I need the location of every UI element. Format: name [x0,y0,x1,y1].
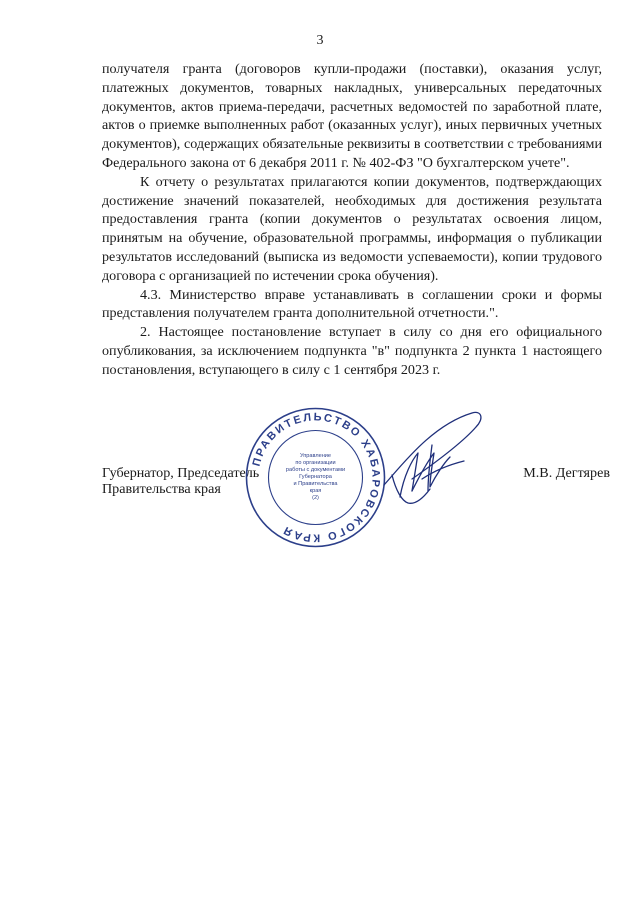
paragraph-4-3: 4.3. Министерство вправе устанавливать в соглашении сроки и формы представления получателем гранта дополнительной отчетности.". [102,286,602,322]
official-seal [243,405,388,550]
seal-inner-line: Управление [299,453,332,459]
seal-inner-line: работы с документами [285,467,346,473]
page-number: 3 [316,33,324,48]
seal-inner-line: и Правительства [293,481,338,487]
handwritten-signature [372,405,487,510]
document-body [102,60,602,380]
paragraph-2-effective-date: 2. Настоящее постановление вступает в силу со дня его официального опубликования, за исключением подпункта "в" подпункта 2 пункта 1 настоящего постановления, вступающего в силу с 1 сентября 2023 г. [102,324,602,378]
seal-outer-text: ПРАВИТЕЛЬСТВО ХАБАРОВСКОГО КРАЯ [250,411,382,544]
seal-inner-line: (2) [312,495,319,501]
paragraph-continuation: получателя гранта (договоров купли-продажи (поставки), оказания услуг, платежных документов, товарных накладных, универсальных передаточных документов, актов приема-передачи, расчетных ведомостей по заработной плате, актов о приемке выполненных работ (оказанных услуг), иных первичных учетных документов), содержащих обязательные реквизиты в соответствии с требованиями Федерального закона от 6 декабря 2011 г. № 402-ФЗ "О бухгалтерском учете". [102,61,602,171]
signatory-name: М.В. Дегтярев [523,465,610,481]
seal-inner-line: края [309,488,322,494]
seal-inner-text [286,453,345,501]
signatory-position-line1: Губернатор, Председатель [102,465,260,481]
seal-inner-line: Губернатора [299,474,332,480]
signatory-position-line2: Правительства края [102,481,221,497]
paragraph-report-attachments: К отчету о результатах прилагаются копии документов, подтверждающих достижение значений показателей, необходимых для достижения результата предоставления гранта (копии документов о результатах освоения лицом, принятым на обучение, образовательной программы, информация о публикации результатов исследований (выписка из ведомости успеваемости), копии трудового договора с организацией по истечении срока обучения). [102,173,602,284]
seal-inner-line: по организации [295,460,336,466]
signatory-position [102,465,259,497]
